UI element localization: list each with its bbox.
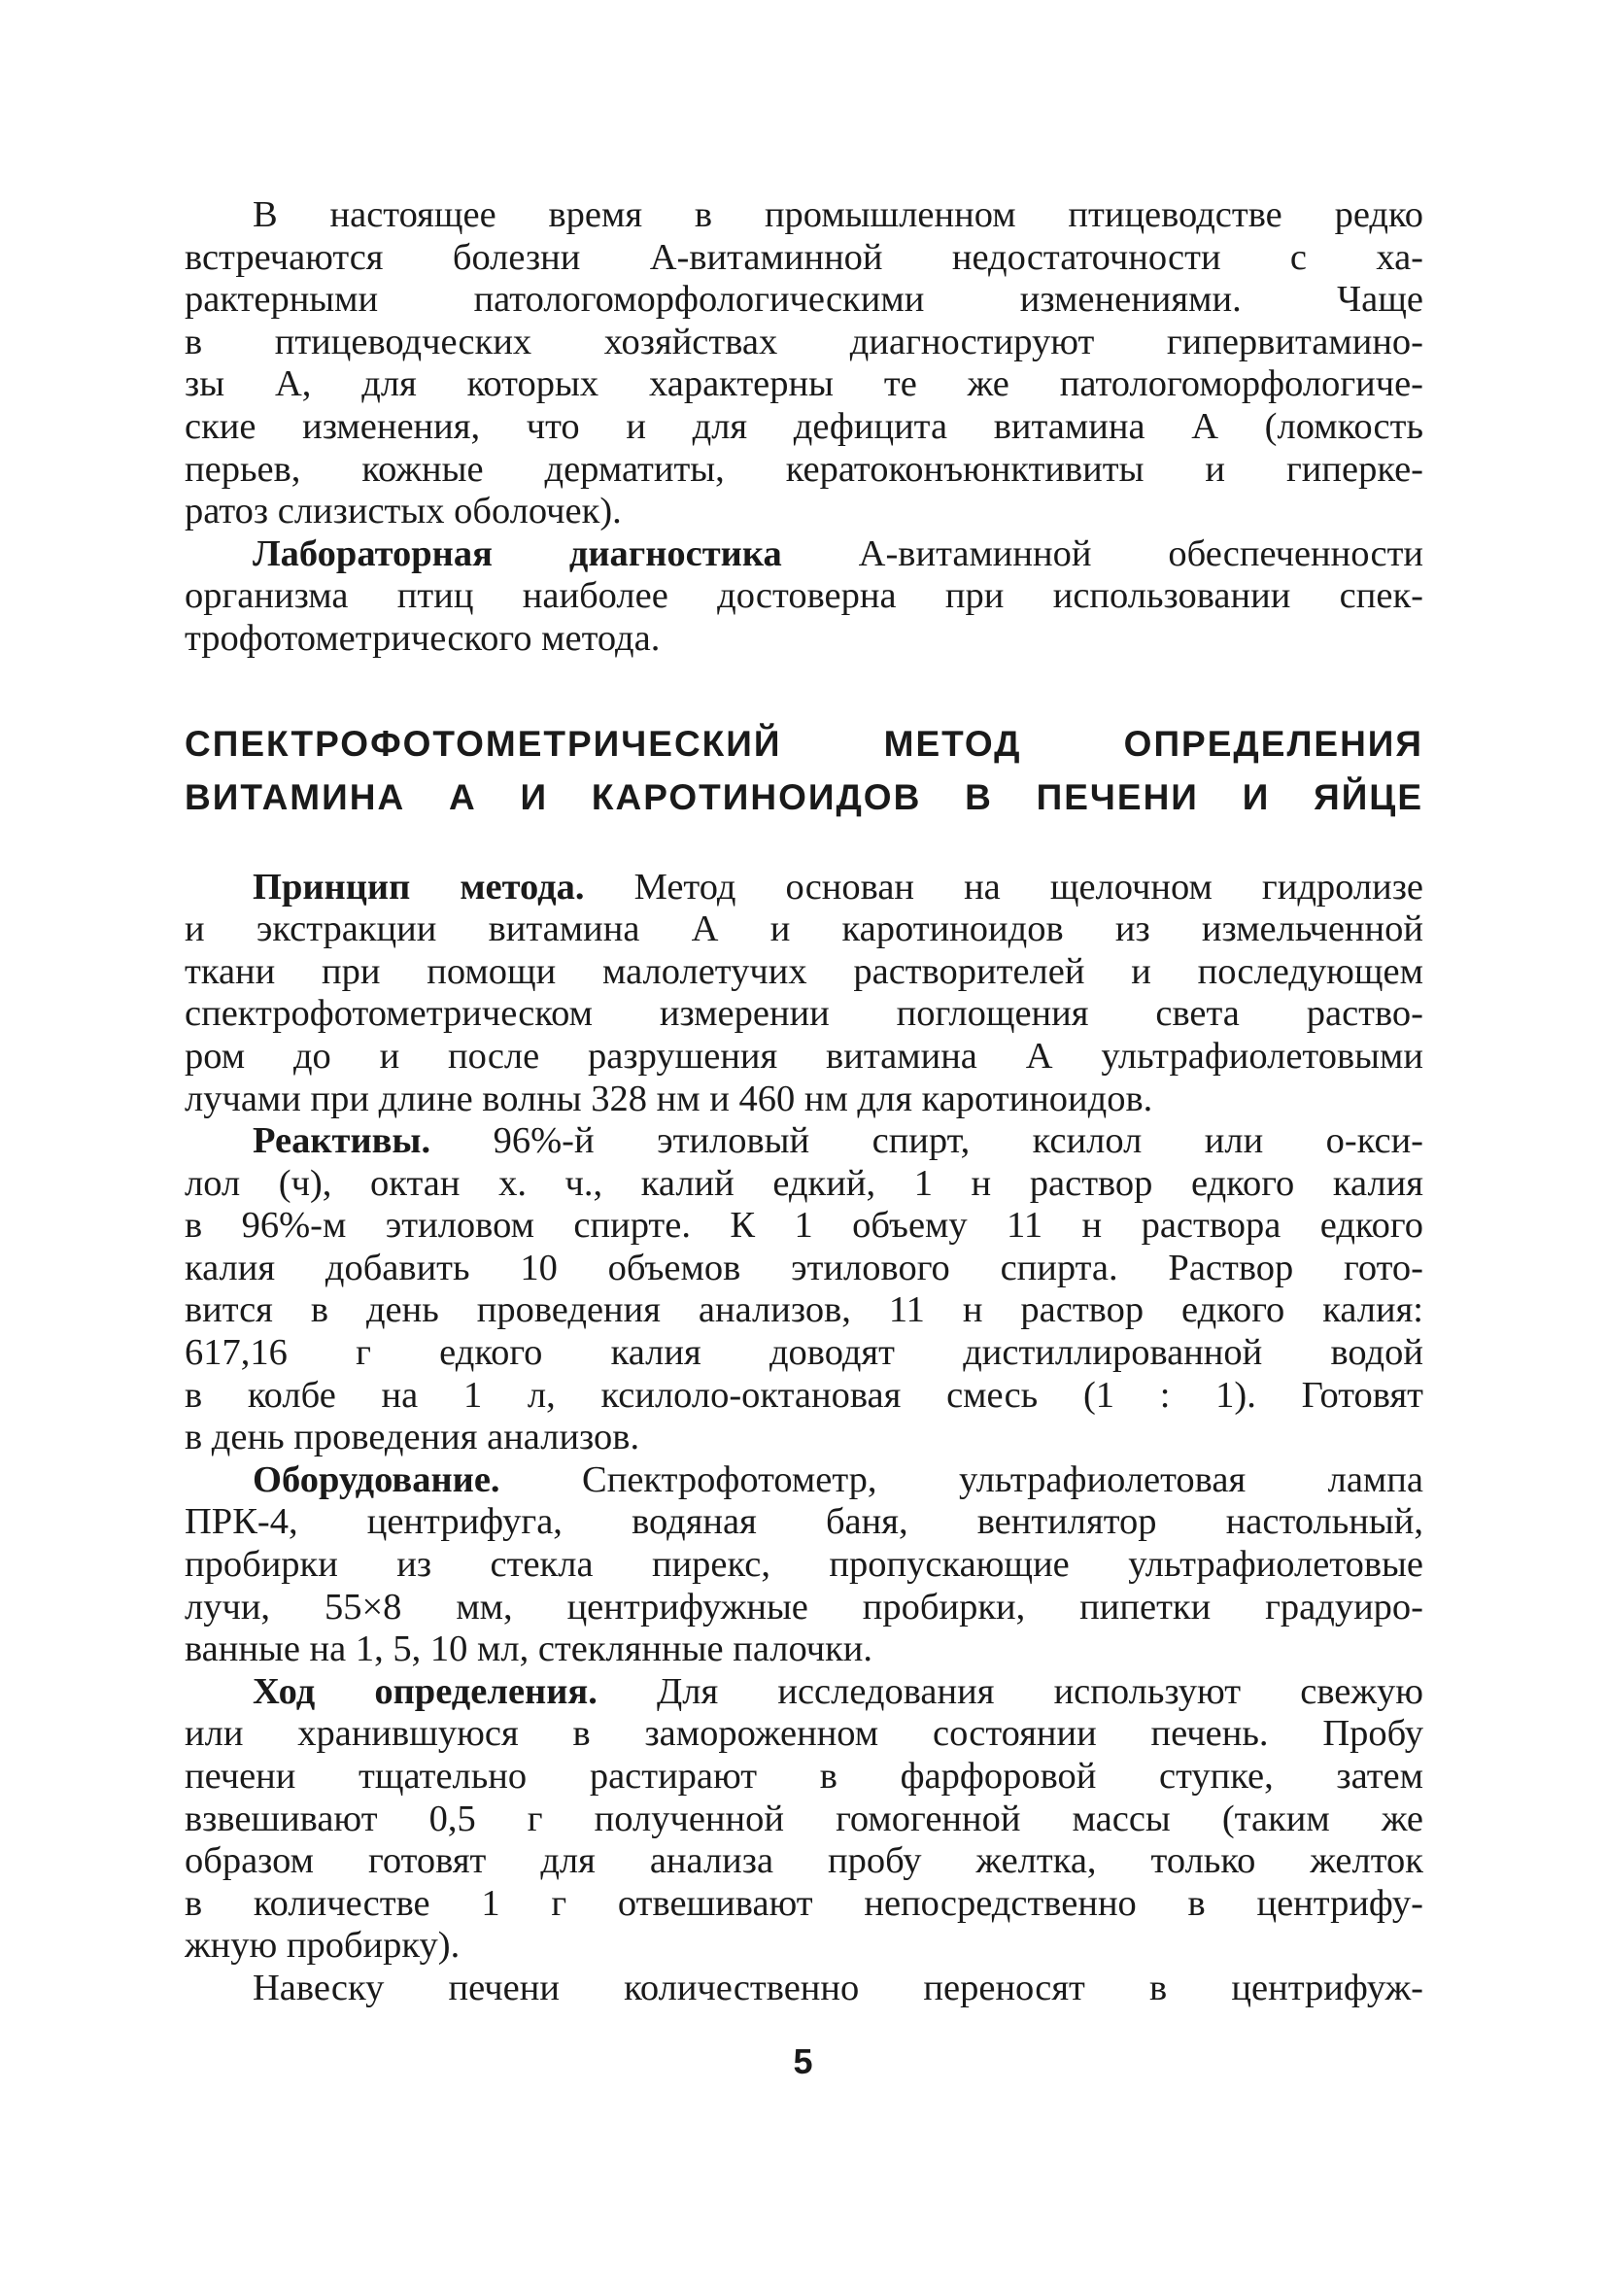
text-line: и экстракции витамина А и каротиноидов из измельченной xyxy=(185,908,1423,950)
text-line xyxy=(185,1459,1423,1502)
text-line: встречаются болезни А-витаминной недостаточности с ха- xyxy=(185,236,1423,278)
equipment-paragraph xyxy=(185,1459,1423,1671)
reagents-line1: 96%-й этиловый спирт, ксилол или о-кси- xyxy=(430,1120,1423,1162)
text-line: перьев, кожные дерматиты, кератоконъюнктивиты и гиперке- xyxy=(185,448,1423,490)
text-line: 617,16 г едкого калия доводят дистиллированной водой xyxy=(185,1332,1423,1374)
section-heading-line: СПЕКТРОФОТОМЕТРИЧЕСКИЙ МЕТОД ОПРЕДЕЛЕНИЯ xyxy=(185,723,1423,764)
text-line: в день проведения анализов. xyxy=(185,1417,640,1458)
intro-paragraph xyxy=(185,194,1423,533)
text-line: в 96%-м этиловом спирте. К 1 объему 11 н раствора едкого xyxy=(185,1205,1423,1247)
text-line: печени тщательно растирают в фарфоровой ступке, затем xyxy=(185,1756,1423,1797)
text-line: ратоз слизистых оболочек). xyxy=(185,491,622,532)
text-line: в количестве 1 г отвешивают непосредственно в центрифу- xyxy=(185,1882,1423,1924)
lab-diagnostics-line1: А-витаминной обеспеченности xyxy=(781,532,1423,574)
section-heading xyxy=(185,717,1423,824)
text-line: лучами при длине волны 328 нм и 460 нм для каротиноидов. xyxy=(185,1078,1153,1119)
page-number: 5 xyxy=(793,2041,813,2081)
continuation-paragraph xyxy=(185,1968,1423,2010)
text-line: лучи, 55×8 мм, центрифужные пробирки, пипетки градуиро- xyxy=(185,1586,1423,1628)
text-line: ские изменения, что и для дефицита витамина А (ломкость xyxy=(185,405,1423,447)
text-line xyxy=(185,1120,1423,1163)
text-line: организма птиц наиболее достоверна при использовании спек- xyxy=(185,575,1423,617)
principle-paragraph xyxy=(185,867,1423,1121)
page-body xyxy=(185,194,1423,2010)
procedure-line1: Для исследования используют свежую xyxy=(597,1670,1423,1712)
reagents-lead: Реактивы. xyxy=(253,1120,431,1162)
text-line: Навеску печени количественно переносят в центрифуж- xyxy=(253,1967,1423,2008)
text-line: лол (ч), октан х. ч., калий едкий, 1 н раствор едкого калия xyxy=(185,1162,1423,1204)
reagents-paragraph xyxy=(185,1120,1423,1459)
principle-line1: Метод основан на щелочном гидролизе xyxy=(584,866,1423,908)
principle-lead: Принцип метода. xyxy=(253,866,585,908)
text-line: ПРК-4, центрифуга, водяная баня, вентилятор настольный, xyxy=(185,1501,1423,1543)
text-line: ром до и после разрушения витамина А ультрафиолетовыми xyxy=(185,1035,1423,1077)
text-line xyxy=(185,867,1423,909)
text-line: калия добавить 10 объемов этилового спирта. Раствор гото- xyxy=(185,1247,1423,1288)
procedure-paragraph xyxy=(185,1671,1423,1968)
equipment-lead: Оборудование. xyxy=(253,1458,500,1500)
text-line: ткани при помощи малолетучих растворителей и последующем xyxy=(185,950,1423,992)
lab-diagnostics-paragraph xyxy=(185,533,1423,661)
text-line xyxy=(185,1671,1423,1714)
text-line xyxy=(185,533,1423,576)
text-line: вится в день проведения анализов, 11 н раствор едкого калия: xyxy=(185,1289,1423,1331)
text-line: в птицеводческих хозяйствах диагностируют гипервитамино- xyxy=(185,321,1423,362)
section-heading-line: ВИТАМИНА А И КАРОТИНОИДОВ В ПЕЧЕНИ И ЯЙЦЕ xyxy=(185,776,1423,817)
text-line: или хранившуюся в замороженном состоянии печень. Пробу xyxy=(185,1713,1423,1755)
text-line: образом готовят для анализа пробу желтка, только желток xyxy=(185,1840,1423,1882)
text-line: зы А, для которых характерны те же патологоморфологиче- xyxy=(185,363,1423,405)
text-line: пробирки из стекла пирекс, пропускающие ультрафиолетовые xyxy=(185,1544,1423,1586)
text-line: взвешивают 0,5 г полученной гомогенной массы (таким же xyxy=(185,1798,1423,1839)
equipment-line1: Спектрофотометр, ультрафиолетовая лампа xyxy=(499,1458,1423,1500)
text-line: рактерными патологоморфологическими изменениями. Чаще xyxy=(185,279,1423,321)
text-line: в колбе на 1 л, ксилоло-октановая смесь (1 : 1). Готовят xyxy=(185,1374,1423,1416)
procedure-lead: Ход определения. xyxy=(253,1670,598,1712)
text-line: спектрофотометрическом измерении поглощения света раство- xyxy=(185,993,1423,1035)
lab-diagnostics-lead: Лабораторная диагностика xyxy=(253,532,782,574)
text-line: ванные на 1, 5, 10 мл, стеклянные палочки. xyxy=(185,1628,873,1670)
text-line: жную пробирку). xyxy=(185,1925,461,1967)
text-line: трофотометрического метода. xyxy=(185,617,661,659)
text-line: В настоящее время в промышленном птицеводстве редко xyxy=(253,194,1423,235)
